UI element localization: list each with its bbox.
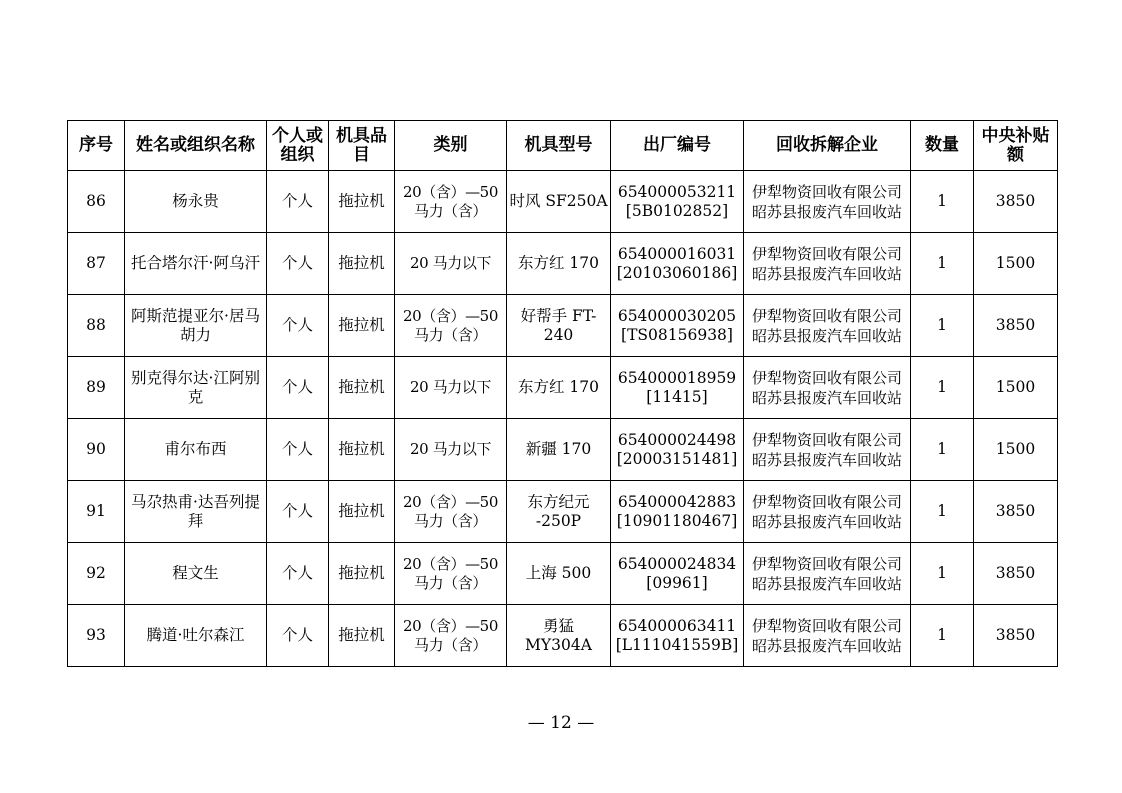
cell-type: 个人 — [267, 605, 329, 667]
cell-item: 拖拉机 — [329, 481, 395, 543]
cell-subsidy: 1500 — [974, 419, 1058, 481]
cell-seq: 91 — [68, 481, 125, 543]
header-serial: 出厂编号 — [611, 121, 744, 171]
cell-category: 20（含）—50马力（含） — [395, 171, 507, 233]
subsidy-table — [67, 120, 1058, 667]
cell-seq: 89 — [68, 357, 125, 419]
cell-model: 东方红 170 — [507, 233, 611, 295]
cell-serial: 654000024498 [20003151481] — [611, 419, 744, 481]
cell-company: 伊犁物资回收有限公司昭苏县报废汽车回收站 — [744, 233, 911, 295]
cell-seq: 90 — [68, 419, 125, 481]
cell-subsidy: 3850 — [974, 171, 1058, 233]
cell-model: 新疆 170 — [507, 419, 611, 481]
cell-company: 伊犁物资回收有限公司昭苏县报废汽车回收站 — [744, 295, 911, 357]
cell-item: 拖拉机 — [329, 295, 395, 357]
cell-name: 马尕热甫·达吾列提拜 — [125, 481, 267, 543]
cell-subsidy: 3850 — [974, 295, 1058, 357]
cell-seq: 87 — [68, 233, 125, 295]
cell-company: 伊犁物资回收有限公司昭苏县报废汽车回收站 — [744, 543, 911, 605]
cell-quantity: 1 — [911, 605, 974, 667]
cell-company: 伊犁物资回收有限公司昭苏县报废汽车回收站 — [744, 605, 911, 667]
table-row — [68, 171, 1058, 233]
header-seq: 序号 — [68, 121, 125, 171]
cell-seq: 92 — [68, 543, 125, 605]
cell-quantity: 1 — [911, 233, 974, 295]
cell-item: 拖拉机 — [329, 605, 395, 667]
cell-item: 拖拉机 — [329, 419, 395, 481]
table-row — [68, 295, 1058, 357]
cell-name: 程文生 — [125, 543, 267, 605]
cell-model: 上海 500 — [507, 543, 611, 605]
cell-quantity: 1 — [911, 419, 974, 481]
table-row — [68, 605, 1058, 667]
cell-serial: 654000030205 [TS08156938] — [611, 295, 744, 357]
cell-model: 东方红 170 — [507, 357, 611, 419]
subsidy-table-container — [67, 120, 1057, 667]
cell-type: 个人 — [267, 295, 329, 357]
cell-type: 个人 — [267, 543, 329, 605]
header-subsidy: 中央补贴额 — [974, 121, 1058, 171]
cell-serial: 654000016031 [20103060186] — [611, 233, 744, 295]
header-type: 个人或组织 — [267, 121, 329, 171]
cell-name: 甫尔布西 — [125, 419, 267, 481]
cell-company: 伊犁物资回收有限公司昭苏县报废汽车回收站 — [744, 419, 911, 481]
cell-type: 个人 — [267, 233, 329, 295]
cell-item: 拖拉机 — [329, 543, 395, 605]
cell-seq: 86 — [68, 171, 125, 233]
cell-category: 20（含）—50马力（含） — [395, 295, 507, 357]
table-row — [68, 357, 1058, 419]
cell-serial: 654000018959 [11415] — [611, 357, 744, 419]
cell-item: 拖拉机 — [329, 171, 395, 233]
cell-type: 个人 — [267, 419, 329, 481]
cell-model: 时风 SF250A — [507, 171, 611, 233]
cell-serial: 654000053211 [5B0102852] — [611, 171, 744, 233]
table-row — [68, 419, 1058, 481]
cell-company: 伊犁物资回收有限公司昭苏县报废汽车回收站 — [744, 171, 911, 233]
cell-serial: 654000042883 [10901180467] — [611, 481, 744, 543]
cell-category: 20 马力以下 — [395, 233, 507, 295]
cell-company: 伊犁物资回收有限公司昭苏县报废汽车回收站 — [744, 481, 911, 543]
cell-model: 勇猛 MY304A — [507, 605, 611, 667]
cell-quantity: 1 — [911, 481, 974, 543]
header-name: 姓名或组织名称 — [125, 121, 267, 171]
cell-subsidy: 3850 — [974, 481, 1058, 543]
cell-subsidy: 1500 — [974, 233, 1058, 295]
cell-model: 东方纪元 -250P — [507, 481, 611, 543]
table-header-row — [68, 121, 1058, 171]
cell-type: 个人 — [267, 357, 329, 419]
table-row — [68, 543, 1058, 605]
cell-quantity: 1 — [911, 295, 974, 357]
cell-seq: 88 — [68, 295, 125, 357]
cell-quantity: 1 — [911, 171, 974, 233]
cell-category: 20（含）—50马力（含） — [395, 543, 507, 605]
cell-category: 20 马力以下 — [395, 419, 507, 481]
table-row — [68, 233, 1058, 295]
cell-model: 好帮手 FT-240 — [507, 295, 611, 357]
cell-subsidy: 3850 — [974, 605, 1058, 667]
header-category: 类别 — [395, 121, 507, 171]
cell-serial: 654000024834 [09961] — [611, 543, 744, 605]
cell-type: 个人 — [267, 171, 329, 233]
table-row — [68, 481, 1058, 543]
cell-item: 拖拉机 — [329, 233, 395, 295]
cell-category: 20（含）—50马力（含） — [395, 481, 507, 543]
cell-quantity: 1 — [911, 543, 974, 605]
cell-quantity: 1 — [911, 357, 974, 419]
cell-name: 别克得尔达·江阿别克 — [125, 357, 267, 419]
cell-subsidy: 3850 — [974, 543, 1058, 605]
header-item: 机具品目 — [329, 121, 395, 171]
header-model: 机具型号 — [507, 121, 611, 171]
cell-category: 20（含）—50马力（含） — [395, 605, 507, 667]
cell-subsidy: 1500 — [974, 357, 1058, 419]
cell-name: 托合塔尔汗·阿乌汗 — [125, 233, 267, 295]
cell-category: 20 马力以下 — [395, 357, 507, 419]
page-number: — 12 — — [527, 713, 595, 733]
cell-name: 杨永贵 — [125, 171, 267, 233]
header-quantity: 数量 — [911, 121, 974, 171]
cell-serial: 654000063411 [L111041559B] — [611, 605, 744, 667]
cell-seq: 93 — [68, 605, 125, 667]
header-company: 回收拆解企业 — [744, 121, 911, 171]
cell-company: 伊犁物资回收有限公司昭苏县报废汽车回收站 — [744, 357, 911, 419]
cell-name: 阿斯范提亚尔·居马胡力 — [125, 295, 267, 357]
cell-type: 个人 — [267, 481, 329, 543]
cell-item: 拖拉机 — [329, 357, 395, 419]
cell-name: 腾道·吐尔森江 — [125, 605, 267, 667]
